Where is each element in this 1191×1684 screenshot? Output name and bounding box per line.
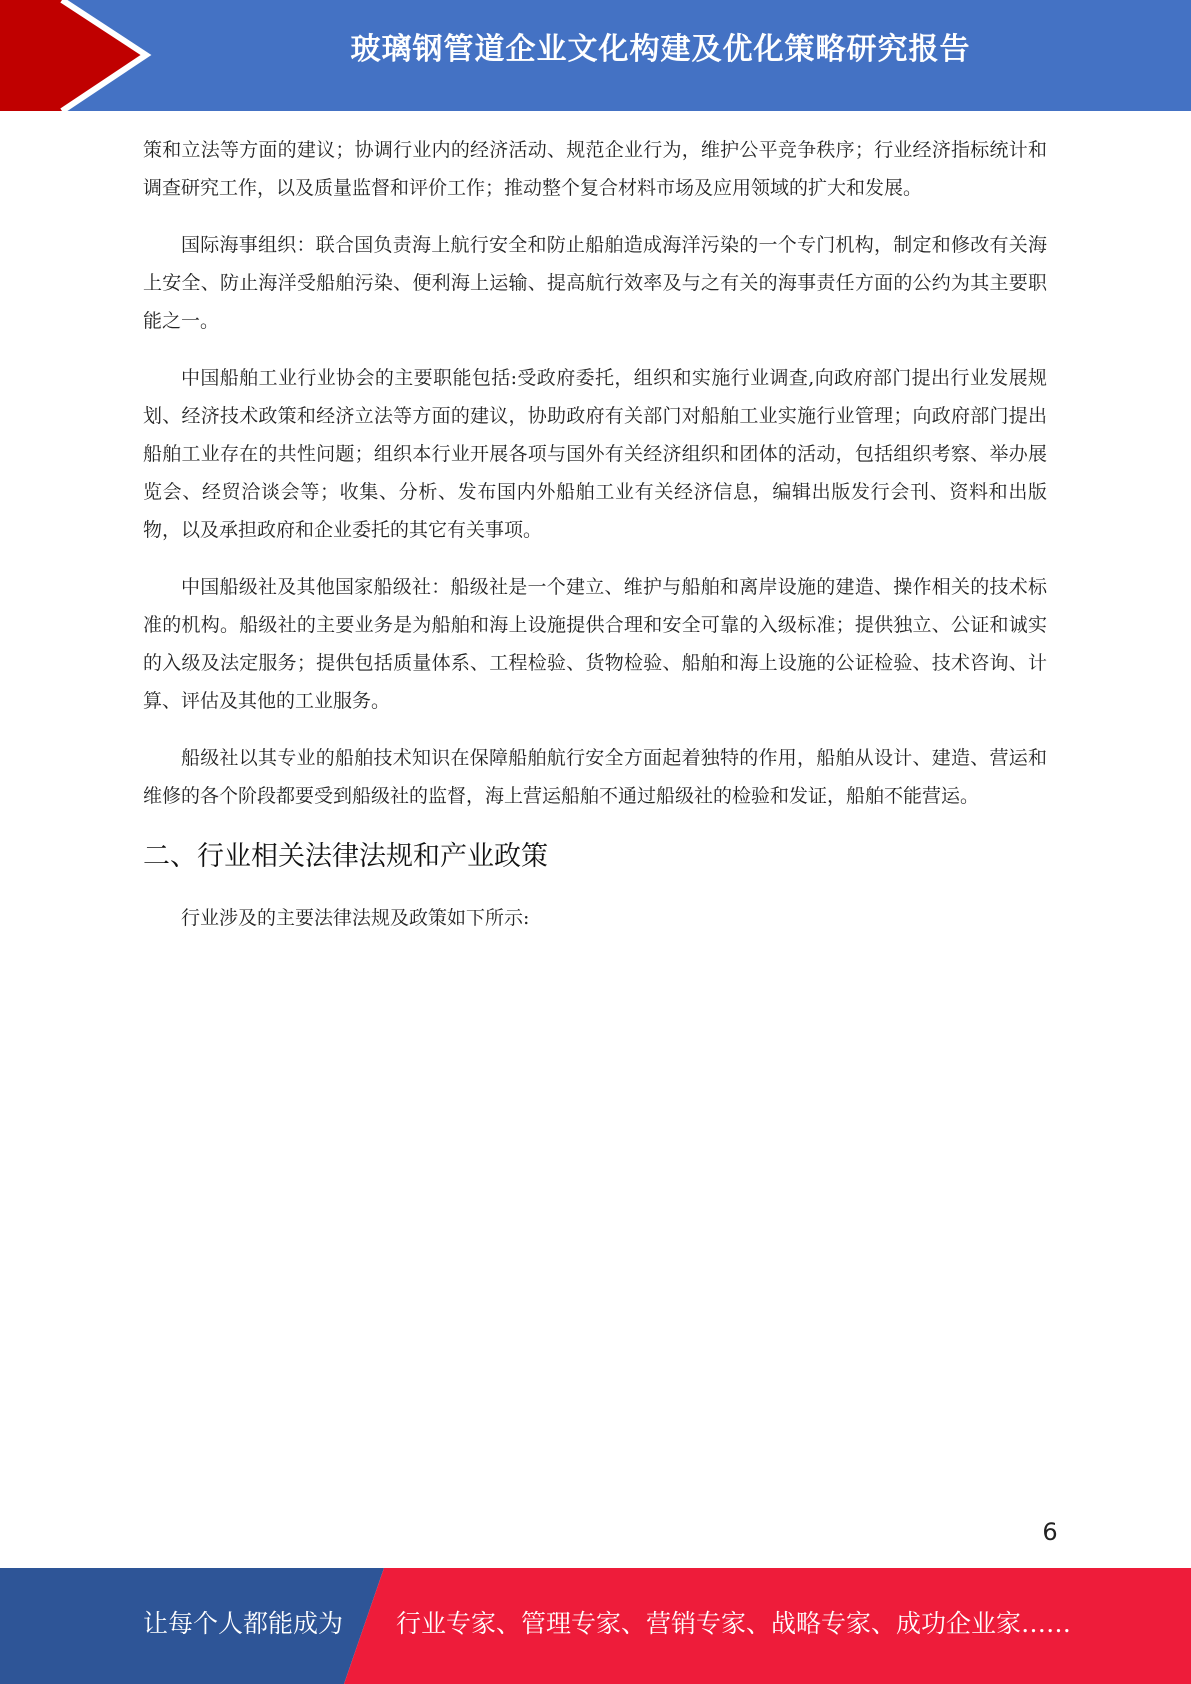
page-header [0, 0, 1191, 111]
section-heading: 二、行业相关法律法规和产业政策 [143, 841, 548, 872]
paragraph-classification-role: 船级社以其专业的船舶技术知识在保障船舶航行安全方面起着独特的作用，船舶从设计、建造、营运和维修的各个阶段都要受到船级社的监督，海上营运船舶不通过船级社的检验和发证，船舶不能营运。 [143, 747, 1047, 807]
page-footer [0, 1568, 1191, 1684]
footer-slogan-right: 行业专家、管理专家、营销专家、战略专家、成功企业家…… [396, 1609, 1072, 1638]
section-intro: 行业涉及的主要法律法规及政策如下所示: [181, 907, 530, 929]
paragraph-classification-society: 中国船级社及其他国家船级社：船级社是一个建立、维护与船舶和离岸设施的建造、操作相关的技术标准的机构。船级社的主要业务是为船舶和海上设施提供合理和安全可靠的入级标准；提供独立、公证和诚实的入级及法定服务；提供包括质量体系、工程检验、货物检验、船舶和海上设施的公证检验、技术咨询、计算、评估及其他的工业服务。 [143, 576, 1047, 712]
document-body [143, 131, 1047, 956]
footer-slogan-left: 让每个人都能成为 [143, 1609, 344, 1638]
header-red-arrow [0, 0, 146, 111]
paragraph-continuation: 策和立法等方面的建议；协调行业内的经济活动、规范企业行为，维护公平竞争秩序；行业经济指标统计和调查研究工作，以及质量监督和评价工作；推动整个复合材料市场及应用领域的扩大和发展。 [143, 139, 1047, 199]
report-title: 玻璃钢管道企业文化构建及优化策略研究报告 [350, 32, 971, 67]
paragraph-ship-industry-association: 中国船舶工业行业协会的主要职能包括:受政府委托，组织和实施行业调查,向政府部门提出行业发展规划、经济技术政策和经济立法等方面的建议，协助政府有关部门对船舶工业实施行业管理；向政府部门提出船舶工业存在的共性问题；组织本行业开展各项与国外有关经济组织和团体的活动，包括组织考察、举办展览会、经贸洽谈会等；收集、分析、发布国内外船舶工业有关经济信息，编辑出版发行会刊、资料和出版物，以及承担政府和企业委托的其它有关事项。 [143, 367, 1047, 541]
page-number: 6 [1042, 1518, 1058, 1546]
paragraph-imo: 国际海事组织：联合国负责海上航行安全和防止船舶造成海洋污染的一个专门机构，制定和修改有关海上安全、防止海洋受船舶污染、便利海上运输、提高航行效率及与之有关的海事责任方面的公约为其主要职能之一。 [143, 234, 1047, 332]
